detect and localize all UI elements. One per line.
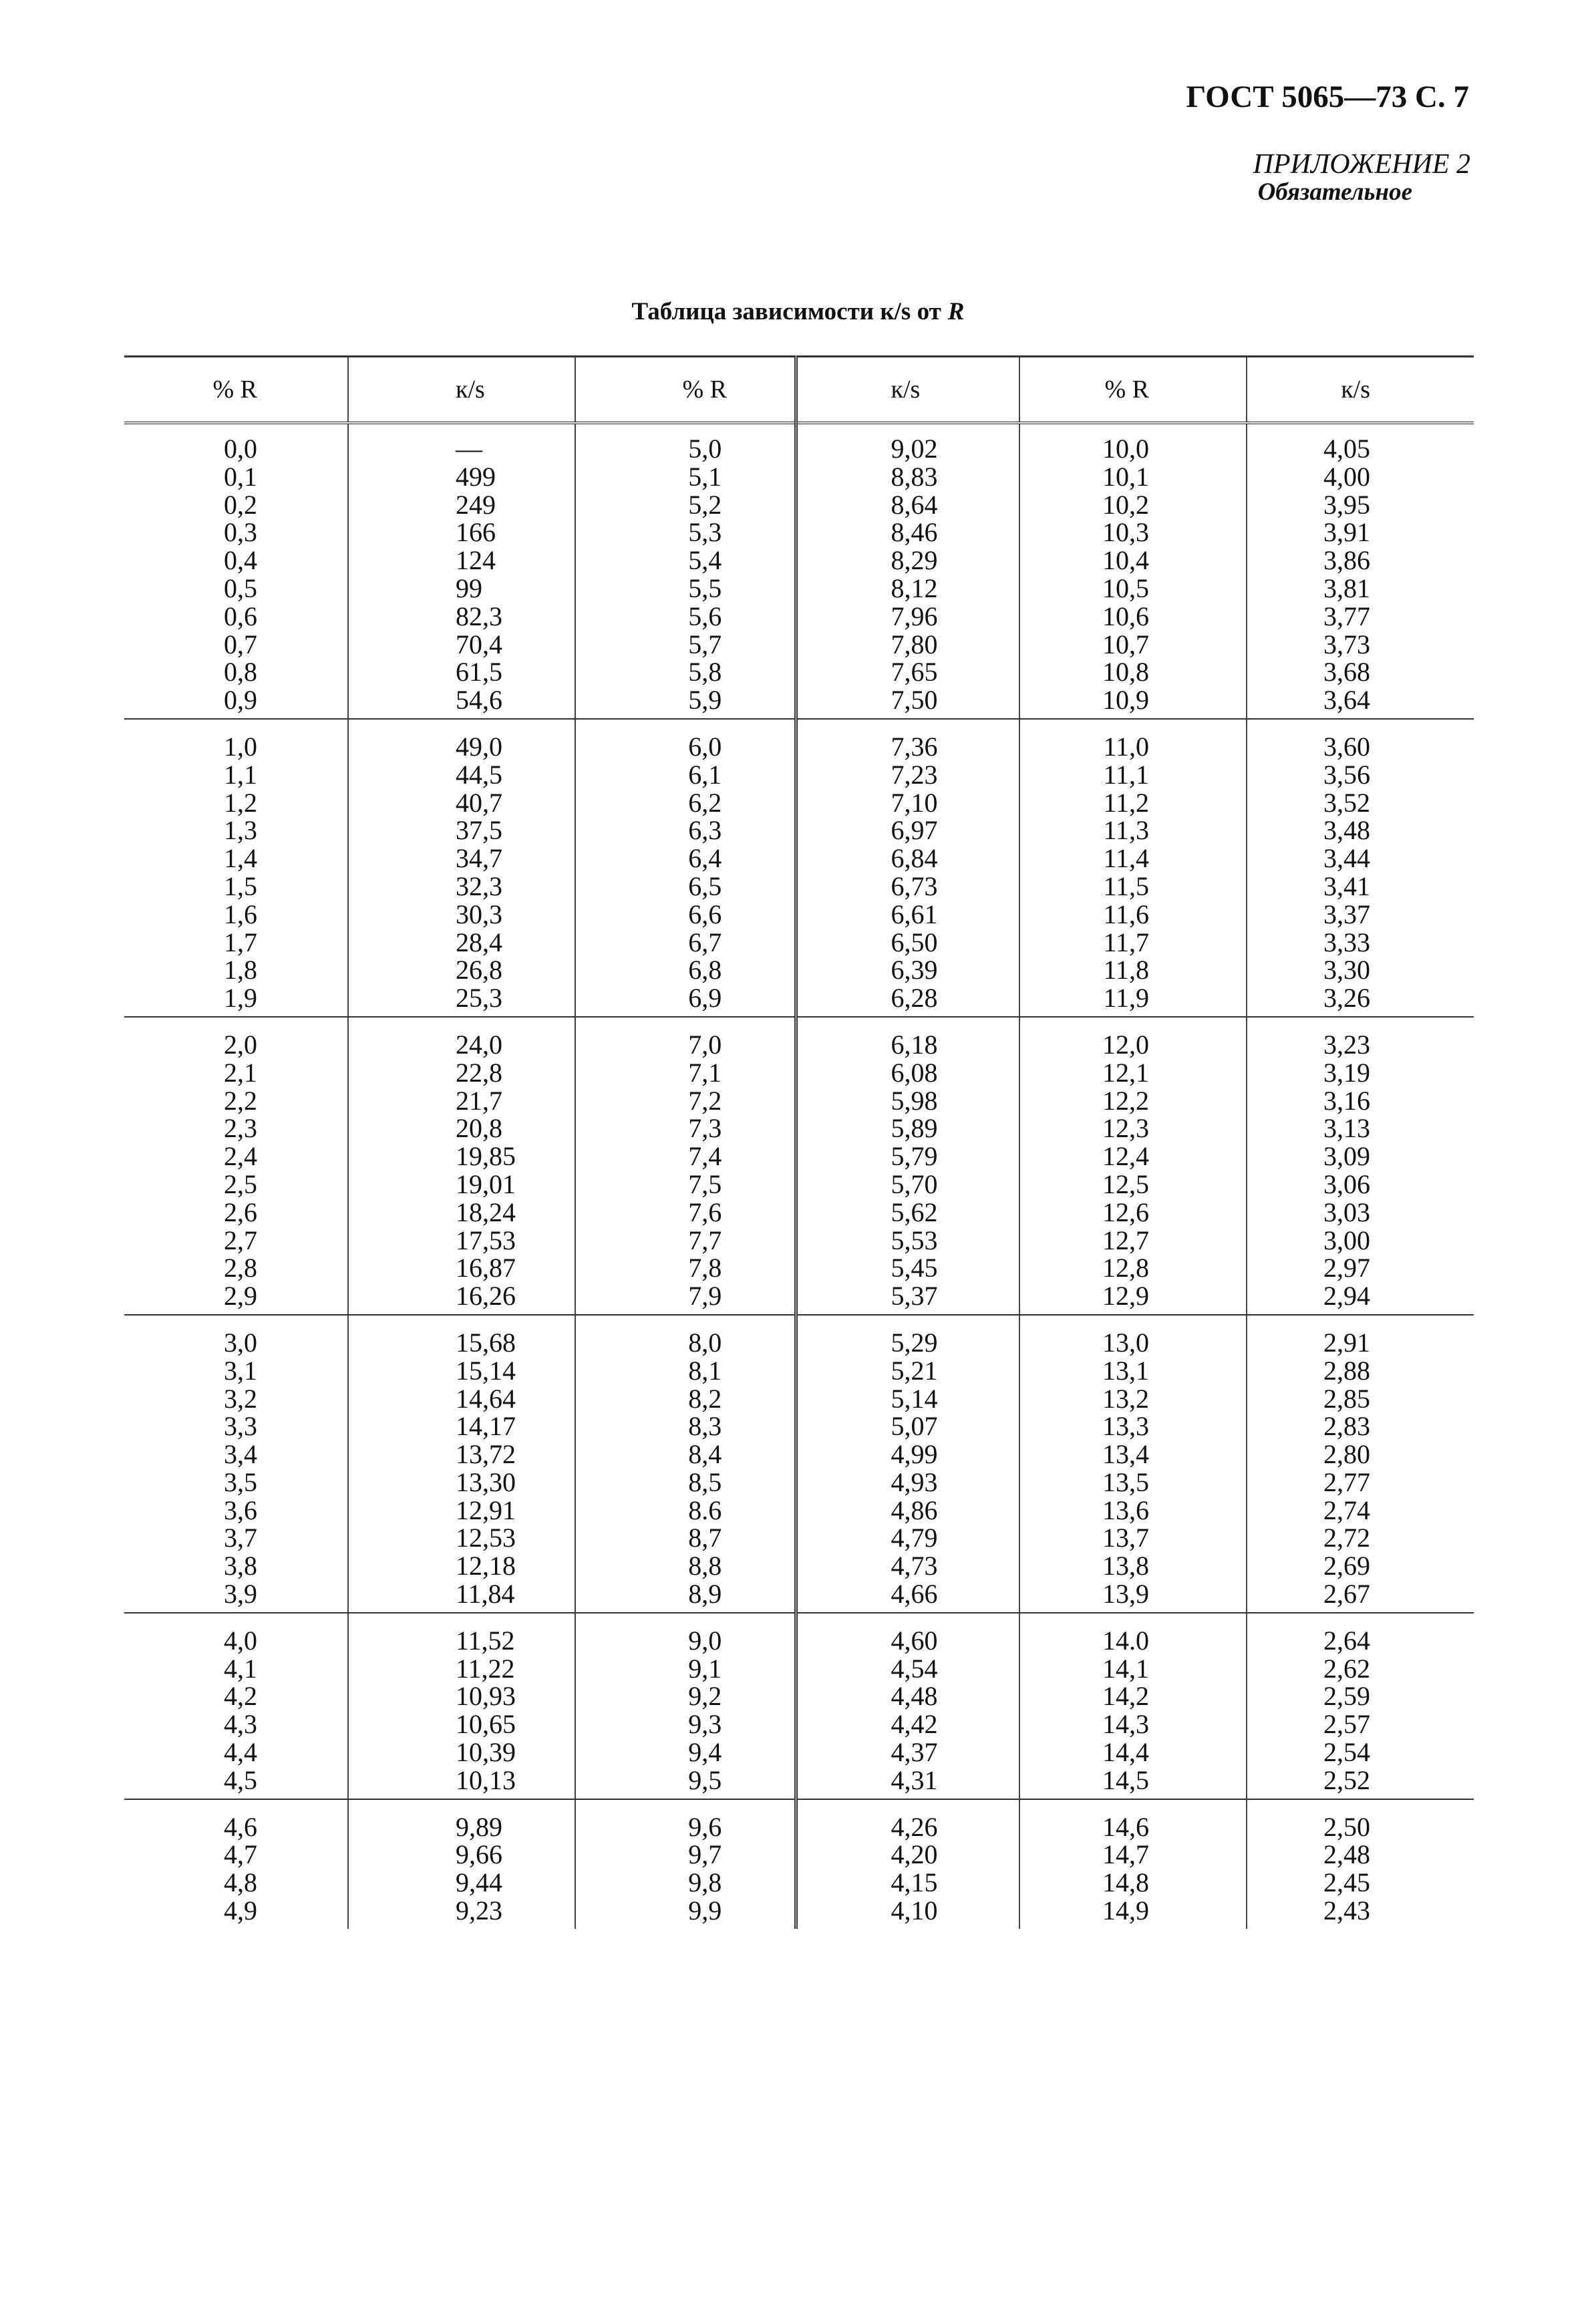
cell-ks: 4,60 4,54 4,48 4,42 4,37 4,31 (796, 1613, 1019, 1799)
column-header-percent-r-3: % R (1019, 357, 1247, 424)
column-header-percent-r-2: % R (575, 357, 796, 424)
cell-ks: 2,91 2,88 2,85 2,83 2,80 2,77 2,74 2,72 2,69 2,67 (1247, 1315, 1474, 1613)
cell-ks: 9,02 8,83 8,64 8,46 8,29 8,12 7,96 7,80 7,65 7,50 (796, 423, 1019, 719)
cell-percent-r: 5,0 5,1 5,2 5,3 5,4 5,5 5,6 5,7 5,8 5,9 (575, 423, 796, 719)
document-reference: ГОСТ 5065—73 С. 7 (1186, 80, 1469, 114)
cell-percent-r: 6,0 6,1 6,2 6,3 6,4 6,5 6,6 6,7 6,8 6,9 (575, 719, 796, 1017)
cell-percent-r: 8,0 8,1 8,2 8,3 8,4 8,5 8.6 8,7 8,8 8,9 (575, 1315, 796, 1613)
cell-percent-r: 14.0 14,1 14,2 14,3 14,4 14,5 (1019, 1613, 1247, 1799)
table-row-group (124, 719, 1474, 1017)
cell-ks: 2,64 2,62 2,59 2,57 2,54 2,52 (1247, 1613, 1474, 1799)
table-title-symbol: R (947, 298, 965, 325)
cell-percent-r: 7,0 7,1 7,2 7,3 7,4 7,5 7,6 7,7 7,8 7,9 (575, 1017, 796, 1315)
cell-percent-r: 12,0 12,1 12,2 12,3 12,4 12,5 12,6 12,7 12,8 12,9 (1019, 1017, 1247, 1315)
cell-ks: 2,50 2,48 2,45 2,43 (1323, 1811, 1370, 1926)
appendix-title: ПРИЛОЖЕНИЕ 2 (1253, 149, 1470, 180)
cell-percent-r: 3,0 3,1 3,2 3,3 3,4 3,5 3,6 3,7 3,8 3,9 (124, 1315, 348, 1613)
cell-percent-r: 13,0 13,1 13,2 13,3 13,4 13,5 13,6 13,7 13,8 13,9 (1019, 1315, 1247, 1613)
cell-percent-r: 4,0 4,1 4,2 4,3 4,4 4,5 (124, 1613, 348, 1799)
cell-ks: 49,0 44,5 40,7 37,5 34,7 32,3 30,3 28,4 26,8 25,3 (348, 719, 575, 1017)
cell-percent-r: 0,0 0,1 0,2 0,3 0,4 0,5 0,6 0,7 0,8 0,9 (124, 423, 348, 719)
appendix-note: Обязательное (1257, 178, 1412, 206)
cell-ks: 4,26 4,20 4,15 4,10 (796, 1799, 1019, 1929)
cell-ks: 5,29 5,21 5,14 5,07 4,99 4,93 4,86 4,79 4,73 4,66 (796, 1315, 1019, 1613)
ks-dependency-table (124, 355, 1474, 1929)
column-header-ks-3: к/s (1247, 357, 1474, 424)
cell-percent-r: 11,0 11,1 11,2 11,3 11,4 11,5 11,6 11,7 11,8 11,9 (1019, 719, 1247, 1017)
table-title-text: Таблица зависимости к/s от (631, 298, 941, 325)
cell-ks: 6,18 6,08 5,98 5,89 5,79 5,70 5,62 5,53 5,45 5,37 (796, 1017, 1019, 1315)
table-row-group (124, 1613, 1474, 1799)
cell-ks: 4,05 4,00 3,95 3,91 3,86 3,81 3,77 3,73 3,68 3,64 (1247, 423, 1474, 719)
cell-percent-r: 10,0 10,1 10,2 10,3 10,4 10,5 10,6 10,7 10,8 10,9 (1019, 423, 1247, 719)
cell-percent-r: 1,0 1,1 1,2 1,3 1,4 1,5 1,6 1,7 1,8 1,9 (124, 719, 348, 1017)
cell-percent-r: 14,6 14,7 14,8 14,9 (1019, 1799, 1247, 1929)
column-header-percent-r-1: % R (124, 357, 348, 424)
cell-ks: 9,89 9,66 9,44 9,23 (348, 1799, 575, 1929)
cell-ks: 3,23 3,19 3,16 3,13 3,09 3,06 3,03 3,00 2,97 2,94 (1247, 1017, 1474, 1315)
cell-ks: 15,68 15,14 14,64 14,17 13,72 13,30 12,91 12,53 12,18 11,84 (348, 1315, 575, 1613)
table-header-row (124, 357, 1474, 424)
table-row-group (124, 1017, 1474, 1315)
table-row-group (124, 1315, 1474, 1613)
cell-ks: 7,36 7,23 7,10 6,97 6,84 6,73 6,61 6,50 6,39 6,28 (796, 719, 1019, 1017)
cell-ks: — 499 249 166 124 99 82,3 70,4 61,5 54,6 (348, 423, 575, 719)
cell-percent-r: 2,0 2,1 2,2 2,3 2,4 2,5 2,6 2,7 2,8 2,9 (124, 1017, 348, 1315)
cell-percent-r: 9,0 9,1 9,2 9,3 9,4 9,5 (575, 1613, 796, 1799)
table-row-group (124, 1799, 1474, 1929)
column-header-ks-2: к/s (796, 357, 1019, 424)
cell-percent-r: 9,6 9,7 9,8 9,9 (575, 1799, 796, 1929)
cell-percent-r: 4,6 4,7 4,8 4,9 (124, 1799, 348, 1929)
table-title (0, 297, 1596, 326)
table-row-group (124, 423, 1474, 719)
cell-ks: 24,0 22,8 21,7 20,8 19,85 19,01 18,24 17,53 16,87 16,26 (348, 1017, 575, 1315)
cell-ks: 3,60 3,56 3,52 3,48 3,44 3,41 3,37 3,33 3,30 3,26 (1247, 719, 1474, 1017)
cell-ks: 11,52 11,22 10,93 10,65 10,39 10,13 (348, 1613, 575, 1799)
column-header-ks-1: к/s (348, 357, 575, 424)
